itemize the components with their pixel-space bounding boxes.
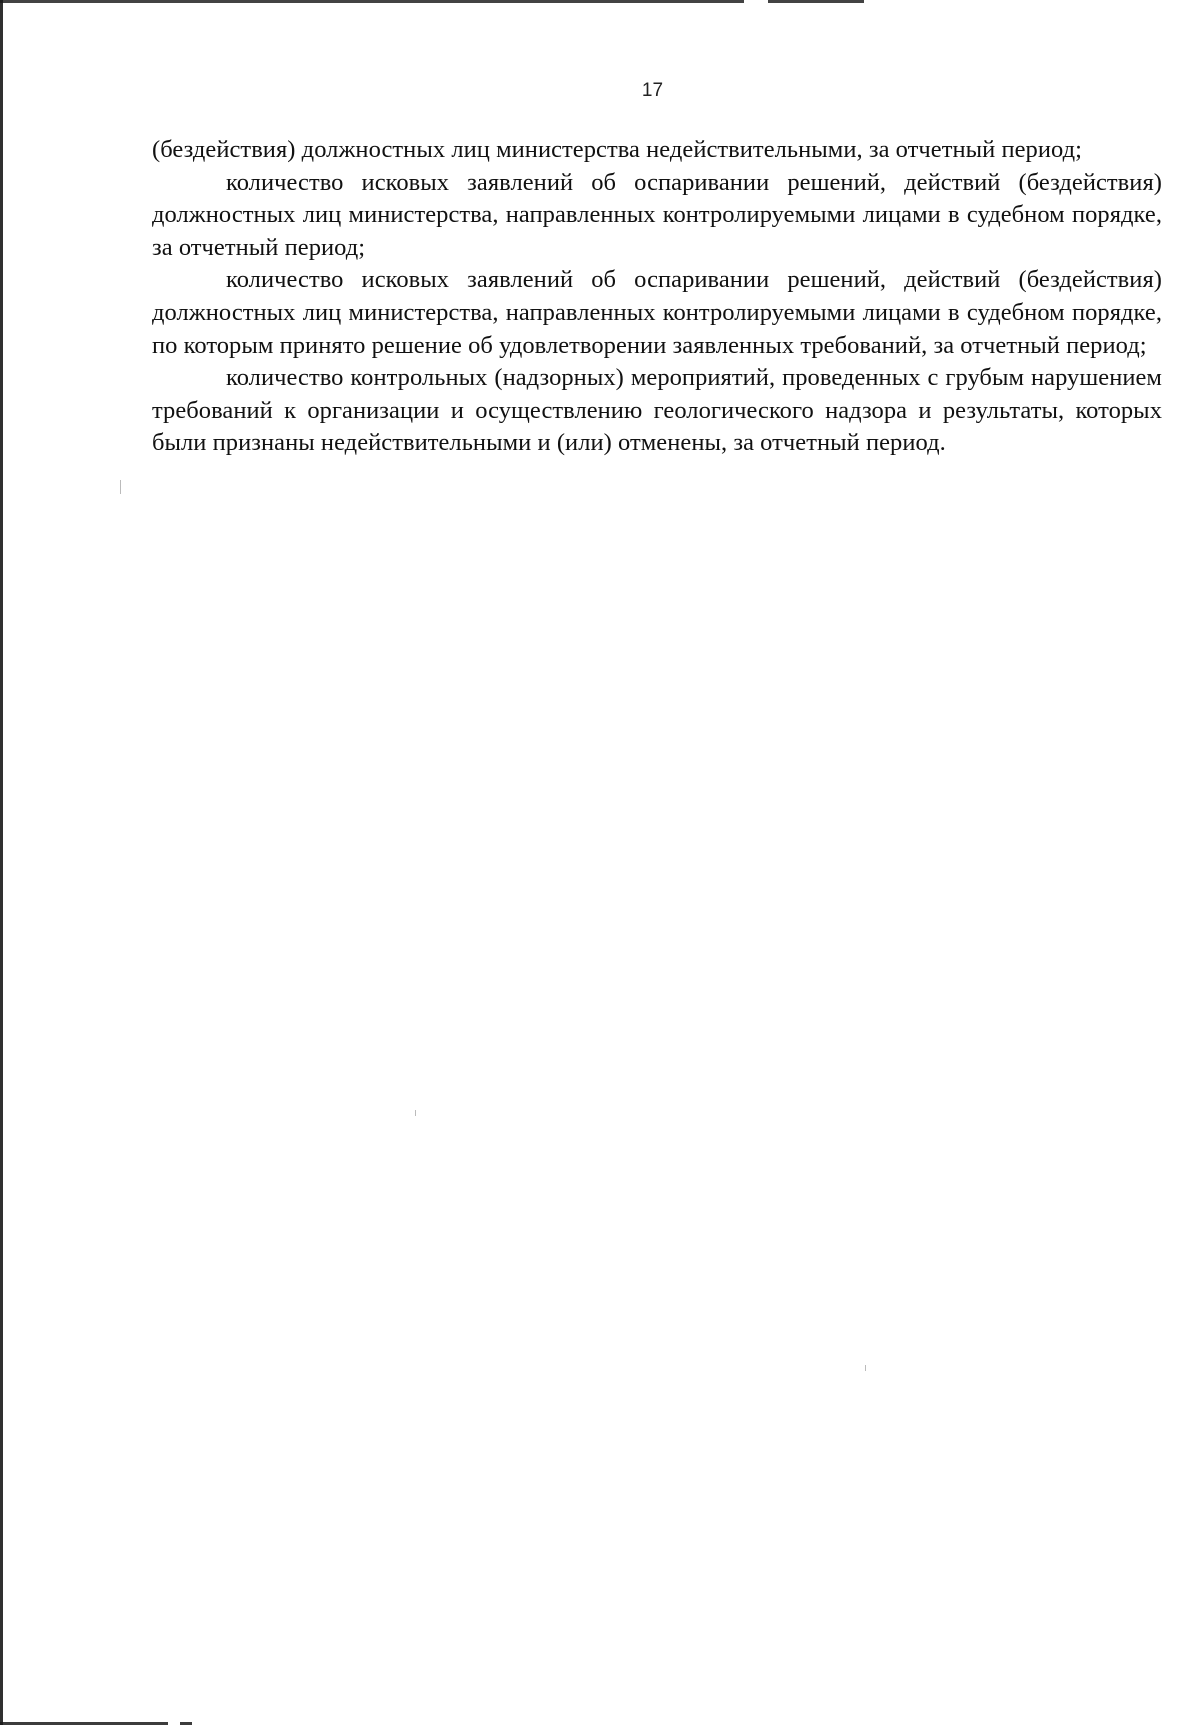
paragraph-2: количество исковых заявлений об оспаривании решений, действий (бездействия) должностных лиц министерства, направленных контролируемыми лицами в судебном порядке, за отчетный период; xyxy=(152,168,1162,261)
scan-speck xyxy=(865,1365,866,1371)
scan-edge-left xyxy=(0,0,3,1725)
document-body xyxy=(152,134,1162,460)
scan-edge-top xyxy=(0,0,1200,3)
paragraph-1: (бездействия) должностных лиц министерства недействительными, за отчетный период; xyxy=(152,136,1082,163)
paragraph-3: количество исковых заявлений об оспаривании решений, действий (бездействия) должностных лиц министерства, направленных контролируемыми лицами в судебном порядке, по которым принято решение об удовлетворении заявленных требований, за отчетный период; xyxy=(152,266,1162,359)
scan-speck xyxy=(415,1110,416,1116)
page-number: 17 xyxy=(641,80,664,101)
scan-speck xyxy=(120,480,121,494)
paragraph-4: количество контрольных (надзорных) мероприятий, проведенных с грубым нарушением требований к организации и осуществлению геологического надзора и результаты, которых были признаны недействительными и (или) отменены, за отчетный период. xyxy=(152,364,1162,457)
